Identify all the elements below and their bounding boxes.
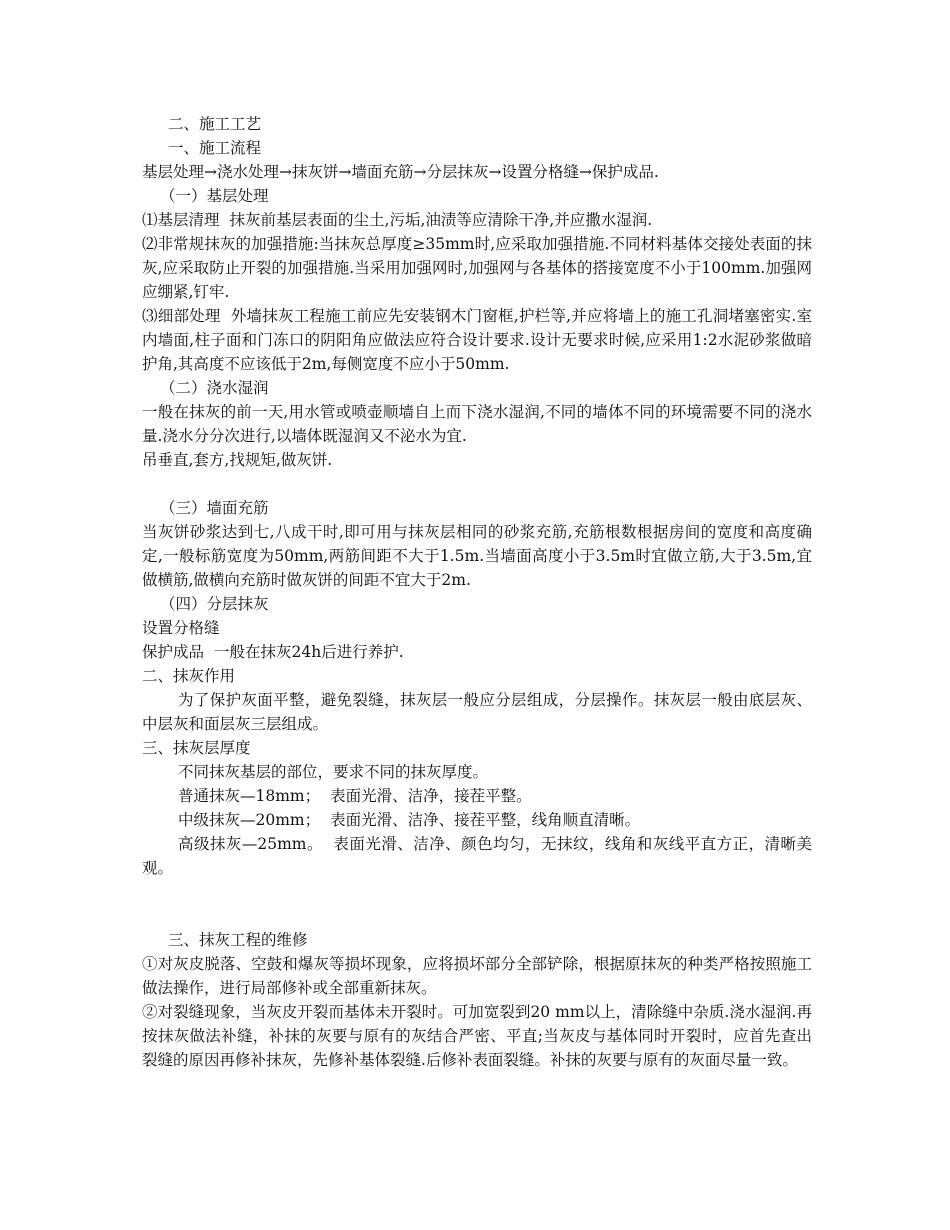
wall-ribs-text: 当灰饼砂浆达到七,八成干时,即可用与抹灰层相同的砂浆充筋,充筋根数根据房间的宽度和高度确定,一般标筋宽度为50mm,两筋间距不大于1.5m.当墙面高度小于3.5m时宜做立筋,大于3.5m,宜做横筋,做横向充筋时做灰饼的间距不宜大于2m. <box>142 523 812 589</box>
base-treatment-item-2: ⑵非常规抹灰的加强措施:当抹灰总厚度≥35mm时,应采取加强措施.不同材料基体交接处表面的抹灰,应采取防止开裂的加强措施.当采用加强网时,加强网与各基体的搭接宽度不小于100mm.加强网应绷紧,钉牢. <box>142 235 812 301</box>
subsection-title-base-treatment: （一）基层处理 <box>160 187 269 205</box>
document-body <box>142 112 812 1072</box>
layer-thickness-normal <box>142 784 812 808</box>
section-title-maintenance: 三、抹灰工程的维修 <box>168 931 308 949</box>
section-title-construction-flow: 一、施工流程 <box>168 139 262 157</box>
item-text: 抹灰前基层表面的尘土,污垢,油渍等应清除干净,并应撒水湿润. <box>229 211 653 229</box>
item-text: 一般在抹灰24h后进行养护. <box>214 643 404 661</box>
item-text: 表面光滑、洁净，接茬平整。 <box>330 787 532 805</box>
item-text: 表面光滑、洁净、接茬平整，线角顺直清晰。 <box>330 811 641 829</box>
watering-text-2: 吊垂直,套方,找规矩,做灰饼. <box>142 451 333 469</box>
item-label: 保护成品 <box>142 643 205 661</box>
watering-text: 一般在抹灰的前一天,用水管或喷壶顺墙自上而下浇水湿润,不同的墙体不同的环境需要不同的浇水量.浇水分分次进行,以墙体既湿润又不泌水为宜. <box>142 403 812 445</box>
subsection-title-layered-plaster: （四）分层抹灰 <box>160 595 269 613</box>
base-treatment-item-3 <box>142 304 812 376</box>
layered-plaster-line-1: 设置分格缝 <box>142 619 220 637</box>
item-label: 普通抹灰—18mm； <box>178 787 321 805</box>
layer-thickness-high <box>142 832 812 880</box>
maintenance-item-2: ②对裂缝现象，当灰皮开裂而基体未开裂时。可加宽裂到20 mm以上，清除缝中杂质.浇水湿润.再按抹灰做法补缝，补抹的灰要与原有的灰结合严密、平直;当灰皮与基体同时开裂时，应首先查出裂缝的原因再修补抹灰，先修补基体裂缝.后修补表面裂缝。补抹的灰要与原有的灰面尽量一致。 <box>142 1003 812 1069</box>
item-label: 高级抹灰—25mm。 <box>178 835 323 853</box>
item-label: ⑶细部处理 <box>142 307 221 325</box>
item-text: 表面光滑、洁净、颜色均匀，无抹纹，线角和灰线平直方正，清晰美观。 <box>142 835 812 877</box>
construction-flow-text: 基层处理→浇水处理→抹灰饼→墙面充筋→分层抹灰→设置分格缝→保护成品. <box>142 163 659 181</box>
base-treatment-item-1 <box>142 208 812 232</box>
layer-thickness-medium <box>142 808 812 832</box>
item-label: ⑴基层清理 <box>142 211 220 229</box>
section-title-layer-thickness: 三、抹灰层厚度 <box>142 739 251 757</box>
item-text: 外墙抹灰工程施工前应先安装钢木门窗框,护栏等,并应将墙上的施工孔洞堵塞密实.室内墙面,柱子面和门冻口的阴阳角应做法应符合设计要求.设计无要求时候,应采用1:2水泥砂浆做暗护角,其高度不应该低于2m,每侧宽度不应小于50mm. <box>142 307 812 373</box>
subsection-title-watering: （二）浇水湿润 <box>160 379 269 397</box>
layered-plaster-line-2 <box>142 640 812 664</box>
plaster-function-text: 为了保护灰面平整，避免裂缝，抹灰层一般应分层组成，分层操作。抹灰层一般由底层灰、中层灰和面层灰三层组成。 <box>142 691 812 733</box>
subsection-title-wall-ribs: （三）墙面充筋 <box>160 499 269 517</box>
main-section-title: 二、施工工艺 <box>168 115 262 133</box>
item-label: 中级抹灰—20mm； <box>178 811 321 829</box>
maintenance-item-1: ①对灰皮脱落、空鼓和爆灰等损坏现象，应将损坏部分全部铲除，根据原抹灰的种类严格按照施工做法操作，进行局部修补或全部重新抹灰。 <box>142 955 812 997</box>
section-title-plaster-function: 二、抹灰作用 <box>142 667 236 685</box>
layer-thickness-intro: 不同抹灰基层的部位，要求不同的抹灰厚度。 <box>178 763 489 781</box>
